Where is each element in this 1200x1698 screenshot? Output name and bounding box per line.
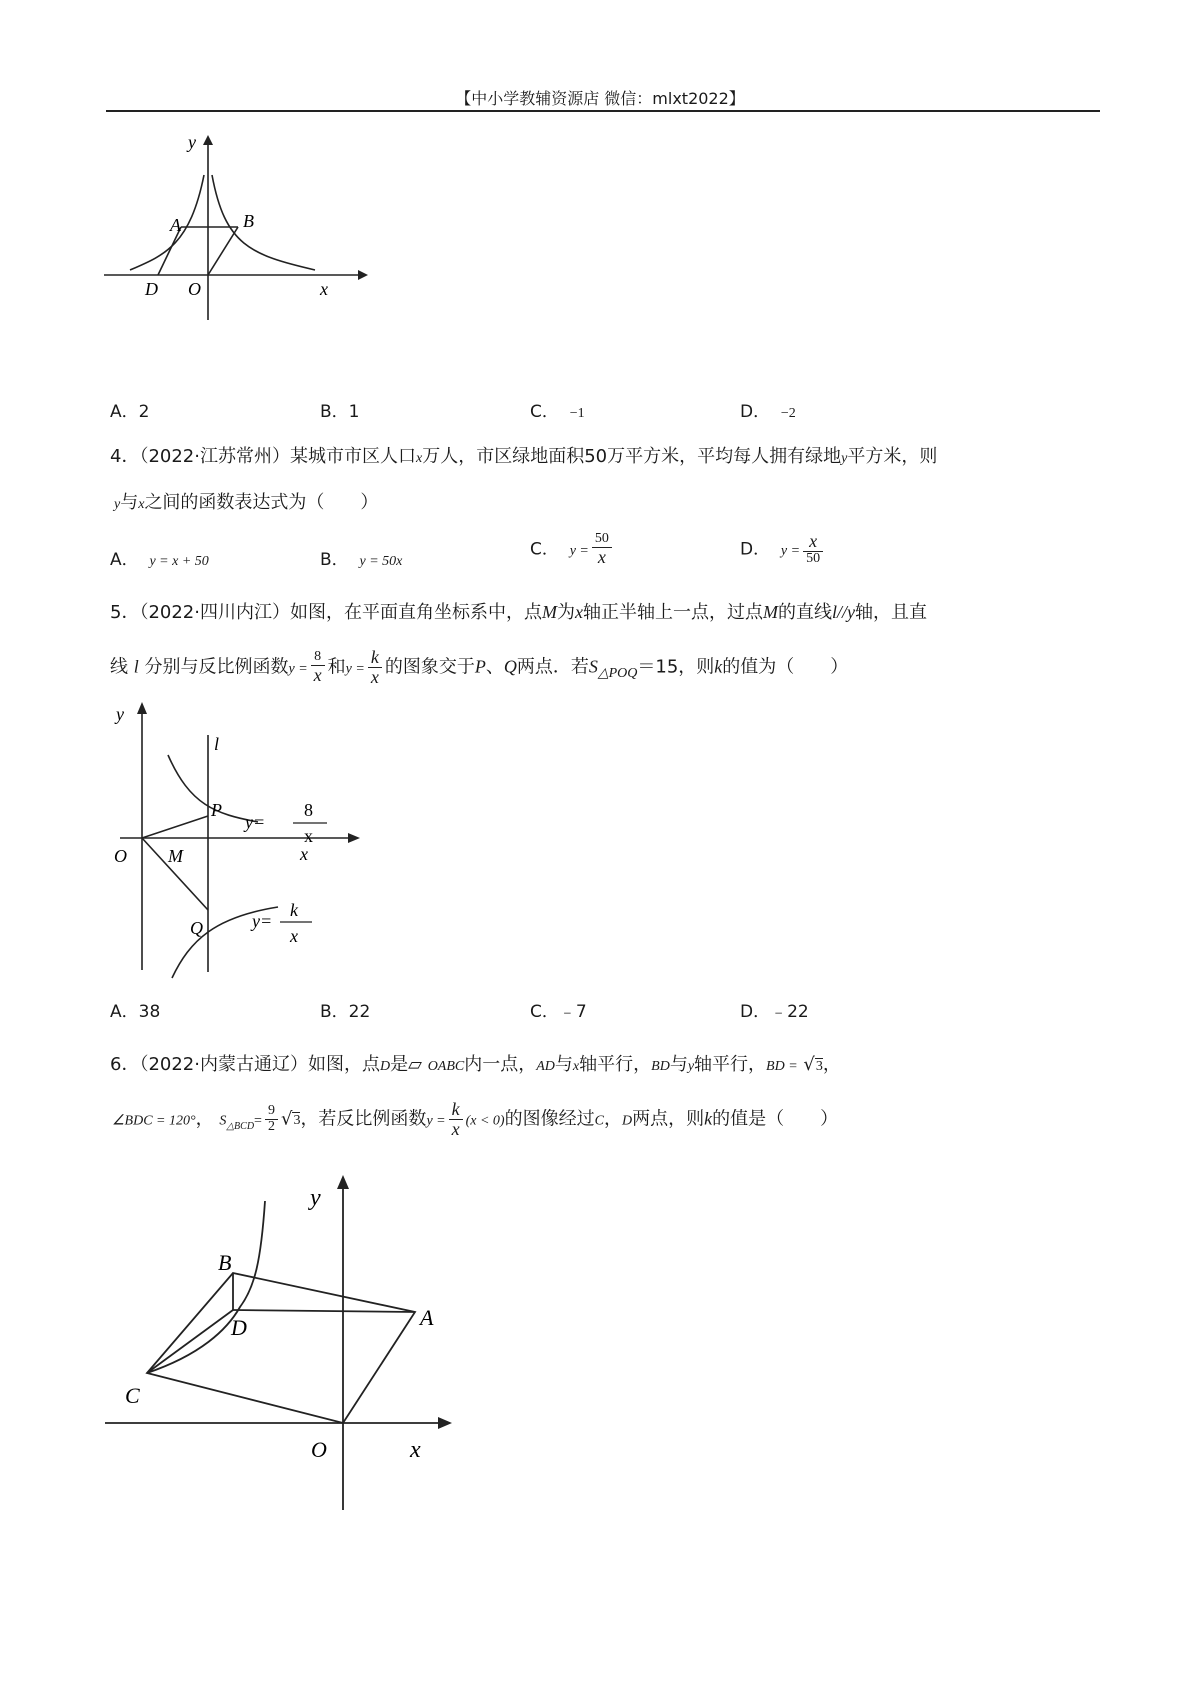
figure-q6 (105, 1175, 455, 1520)
segment-op (142, 816, 208, 838)
fig3-point-b: B (243, 211, 254, 231)
fig5-eq1-den: x (304, 826, 313, 846)
curve-right (212, 175, 315, 270)
fig6-point-d: D (231, 1315, 247, 1340)
fig5-point-q: Q (190, 918, 203, 938)
q3-option-d: D． −2 (740, 402, 796, 422)
q3-option-a: A．2 (110, 402, 150, 422)
hyperbola-curve (147, 1201, 265, 1373)
q5-option-b: B．22 (320, 1002, 371, 1022)
q4-option-b: B． y = 50x (320, 550, 403, 570)
fig5-point-o: O (114, 846, 127, 866)
fig5-y-label: y (116, 704, 124, 724)
fig6-point-c: C (125, 1383, 140, 1408)
fig3-point-d: D (145, 279, 158, 299)
figure-q5 (110, 700, 370, 980)
q5-option-c: C．﹣7 (530, 1002, 587, 1022)
fig6-point-a: A (420, 1305, 434, 1330)
fig6-point-b: B (218, 1250, 232, 1275)
figure-q3 (100, 135, 370, 335)
fig5-eq2-den: x (290, 926, 298, 946)
q3-option-b: B．1 (320, 402, 360, 422)
q5-option-d: D．﹣22 (740, 1002, 809, 1022)
fig5-point-m: M (168, 846, 183, 866)
fig5-eq2-lhs: y= (252, 911, 273, 931)
fig5-x-label: x (300, 844, 308, 864)
segment-bo (208, 227, 238, 275)
page-header: 【中小学教辅资源店 微信：mlxt2022】 (455, 89, 745, 108)
q6-stem-line1: 6．（2022·内蒙古通辽）如图，点D是▱ OABC内一点，AD与x轴平行，BD与y轴平行，BD = √3， (110, 1054, 841, 1075)
fig6-y-label: y (310, 1185, 321, 1211)
fig6-point-o: O (311, 1437, 327, 1462)
q4-option-a: A． y = x + 50 (110, 550, 209, 570)
fig5-eq1-num: 8 (304, 800, 313, 820)
q6-stem-line2: ∠BDC = 120°， $S_{\triangle BCD}=$ $\frac{9}{2}$ √3，若反比例函数y = $\frac{k}{x}$ (x < 0)的图像经过C，D两点，则k的值是（ ） (112, 1099, 839, 1139)
fig5-eq1-lhs: y= (245, 812, 266, 832)
segment-da (233, 1310, 415, 1312)
fig3-x-label: x (320, 279, 328, 299)
q3-option-c: C． −1 (530, 402, 585, 422)
fig3-point-o: O (188, 279, 201, 299)
parallelogram-oabc (147, 1273, 415, 1423)
fig5-line-l-label: l (214, 734, 220, 754)
fig3-y-label: y (188, 135, 196, 152)
q4-option-c: C． y = $\frac{50}{x}$ (530, 532, 615, 567)
fig5-eq2-num: k (290, 900, 298, 920)
segment-cd (147, 1310, 233, 1373)
q4-stem-line2: y与x之间的函数表达式为（ ） (114, 492, 379, 513)
q5-option-a: A．38 (110, 1002, 161, 1022)
q5-stem-line1: 5．（2022·四川内江）如图，在平面直角坐标系中，点M为x轴正半轴上一点，过点M的直线l//y轴，且直 (110, 602, 928, 623)
fig6-x-label: x (410, 1437, 421, 1463)
q4-stem-line1: 4．（2022·江苏常州）某城市市区人口x万人，市区绿地面积50万平方米，平均每人拥有绿地y平方米，则 (110, 446, 938, 467)
q4-option-d: D． y = $\frac{x}{50}$ (740, 532, 826, 567)
q5-stem-line2: 线 l 分别与反比例函数y = $\frac{8}{x}$ 和y = $\frac{k}{x}$ 的图象交于P、Q两点．若$S_{\triangle POQ}=15$，则k的值为（ ） (110, 647, 849, 687)
header-rule (106, 110, 1100, 112)
fig3-point-a: A (170, 215, 181, 235)
fig5-point-p: P (211, 800, 222, 820)
